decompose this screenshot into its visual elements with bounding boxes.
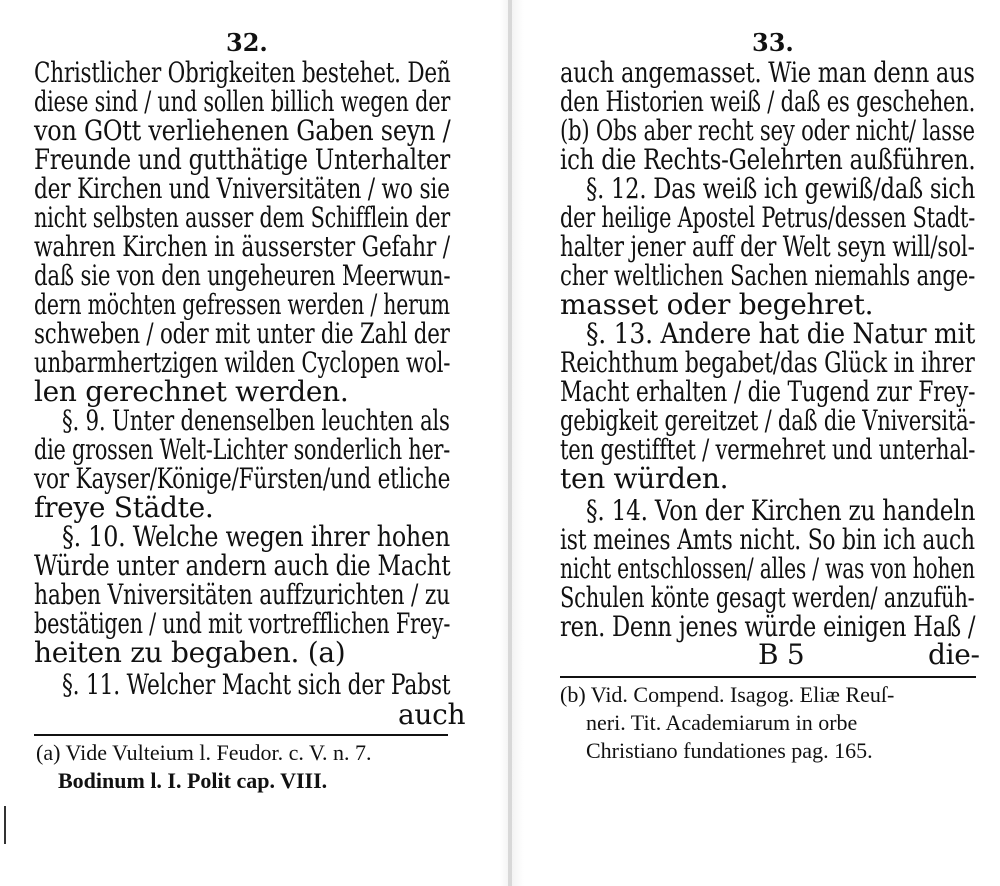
left-text-line: Christlicher Obrigkeiten bestehet. Deñ (34, 56, 451, 89)
right-text-line: Macht erhalten / die Tugend zur Frey- (560, 375, 976, 408)
right-text-line: §. 12. Das weiß ich gewiß/daß sich (586, 172, 976, 205)
right-text-line: Reichthum begabet/das Glück in ihrer (560, 346, 975, 379)
left-text-line: Würde unter andern auch die Macht (34, 549, 451, 582)
right-text-line: gebigkeit gereitzet / daß die Vniversitä- (560, 404, 976, 437)
left-text-line: haben Vniversitäten auffzurichten / zu (34, 578, 450, 611)
left-text-line: dern möchten gefressen werden / herum (34, 288, 450, 321)
right-text-line: ten würden. (560, 462, 729, 495)
right-text-line: nicht entschlossen/ alles / was von hohen (560, 552, 975, 585)
left-text-line: die grossen Welt-Lichter sonderlich her- (34, 433, 451, 466)
left-text-line: bestätigen / und mit vortrefflichen Frey- (34, 607, 451, 640)
right-text-line: cher weltlichen Sachen niemahls ange- (560, 259, 976, 292)
left-page-number: 32. (226, 28, 268, 57)
left-text-line: schweben / oder mit unter die Zahl der (34, 317, 450, 350)
right-text-line: ren. Denn jenes würde einigen Haß / (560, 610, 976, 643)
left-footnote-line: Bodinum l. I. Polit cap. VIII. (58, 768, 328, 793)
left-text-line: diese sind / und sollen billich wegen der (34, 85, 451, 118)
right-page-number: 33. (752, 28, 794, 57)
left-text-line: der Kirchen und Vniversitäten / wo sie (34, 172, 450, 205)
right-text-line: halter jener auff der Welt seyn will/sol- (560, 230, 975, 263)
right-footnote-line: (b) Vid. Compend. Isagog. Eliæ Reuſ- (560, 682, 895, 707)
right-text-line: ten gestifftet / vermehret und unterhal- (560, 433, 976, 466)
right-text-line: der heilige Apostel Petrus/dessen Stadt- (560, 201, 976, 234)
right-text-line: den Historien weiß / daß es geschehen. (560, 85, 976, 118)
left-text-line: §. 10. Welche wegen ihrer hohen (62, 520, 450, 553)
right-text-line: §. 13. Andere hat die Natur mit (586, 317, 976, 350)
left-text-line: von GOtt verliehenen Gaben seyn / (34, 114, 451, 147)
left-text-line: daß sie von den ungeheuren Meerwun- (34, 259, 451, 292)
left-text-line: wahren Kirchen in äusserster Gefahr / (34, 230, 450, 263)
left-footnote-rule (34, 734, 448, 736)
left-text-line: §. 9. Unter denenselben leuchten als (62, 404, 450, 437)
left-text-line: unbarmhertzigen wilden Cyclopen wol- (34, 346, 451, 379)
left-text-line: freye Städte. (34, 491, 214, 524)
left-catchword: auch (398, 698, 466, 731)
left-text-line: Freunde und gutthätige Unterhalter (34, 143, 450, 176)
right-footnote-line: neri. Tit. Academiarum in orbe (586, 710, 858, 735)
right-text-line: masset oder begehret. (560, 288, 874, 321)
right-catchword: die- (928, 638, 980, 671)
right-text-line: (b) Obs aber recht sey oder nicht/ lasse (560, 114, 975, 147)
left-text-line: nicht selbsten ausser dem Schifflein der (34, 201, 451, 234)
right-text-line: auch angemasset. Wie man denn aus (560, 56, 975, 89)
left-footnote-line: (a) Vide Vulteium l. Feudor. c. V. n. 7. (36, 740, 372, 765)
left-text-line: heiten zu begaben. (a) (34, 636, 346, 669)
right-text-line: §. 14. Von der Kirchen zu handeln (586, 494, 976, 527)
left-text-line: len gerechnet werden. (34, 375, 349, 408)
right-text-line: ist meines Amts nicht. So bin ich auch (560, 523, 975, 556)
right-footnote-line: Christiano fundationes pag. 165. (586, 738, 873, 763)
right-footnote-rule (560, 676, 976, 678)
signature-mark: B 5 (758, 638, 805, 671)
left-text-line: vor Kayser/Könige/Fürsten/und etliche (34, 462, 451, 495)
book-gutter (508, 0, 512, 886)
right-text-line: ich die Rechts-Gelehrten außführen. (560, 143, 976, 176)
left-text-line: §. 11. Welcher Macht sich der Pabst (62, 668, 451, 701)
right-text-line: Schulen könte gesagt werden/ anzufüh- (560, 581, 975, 614)
